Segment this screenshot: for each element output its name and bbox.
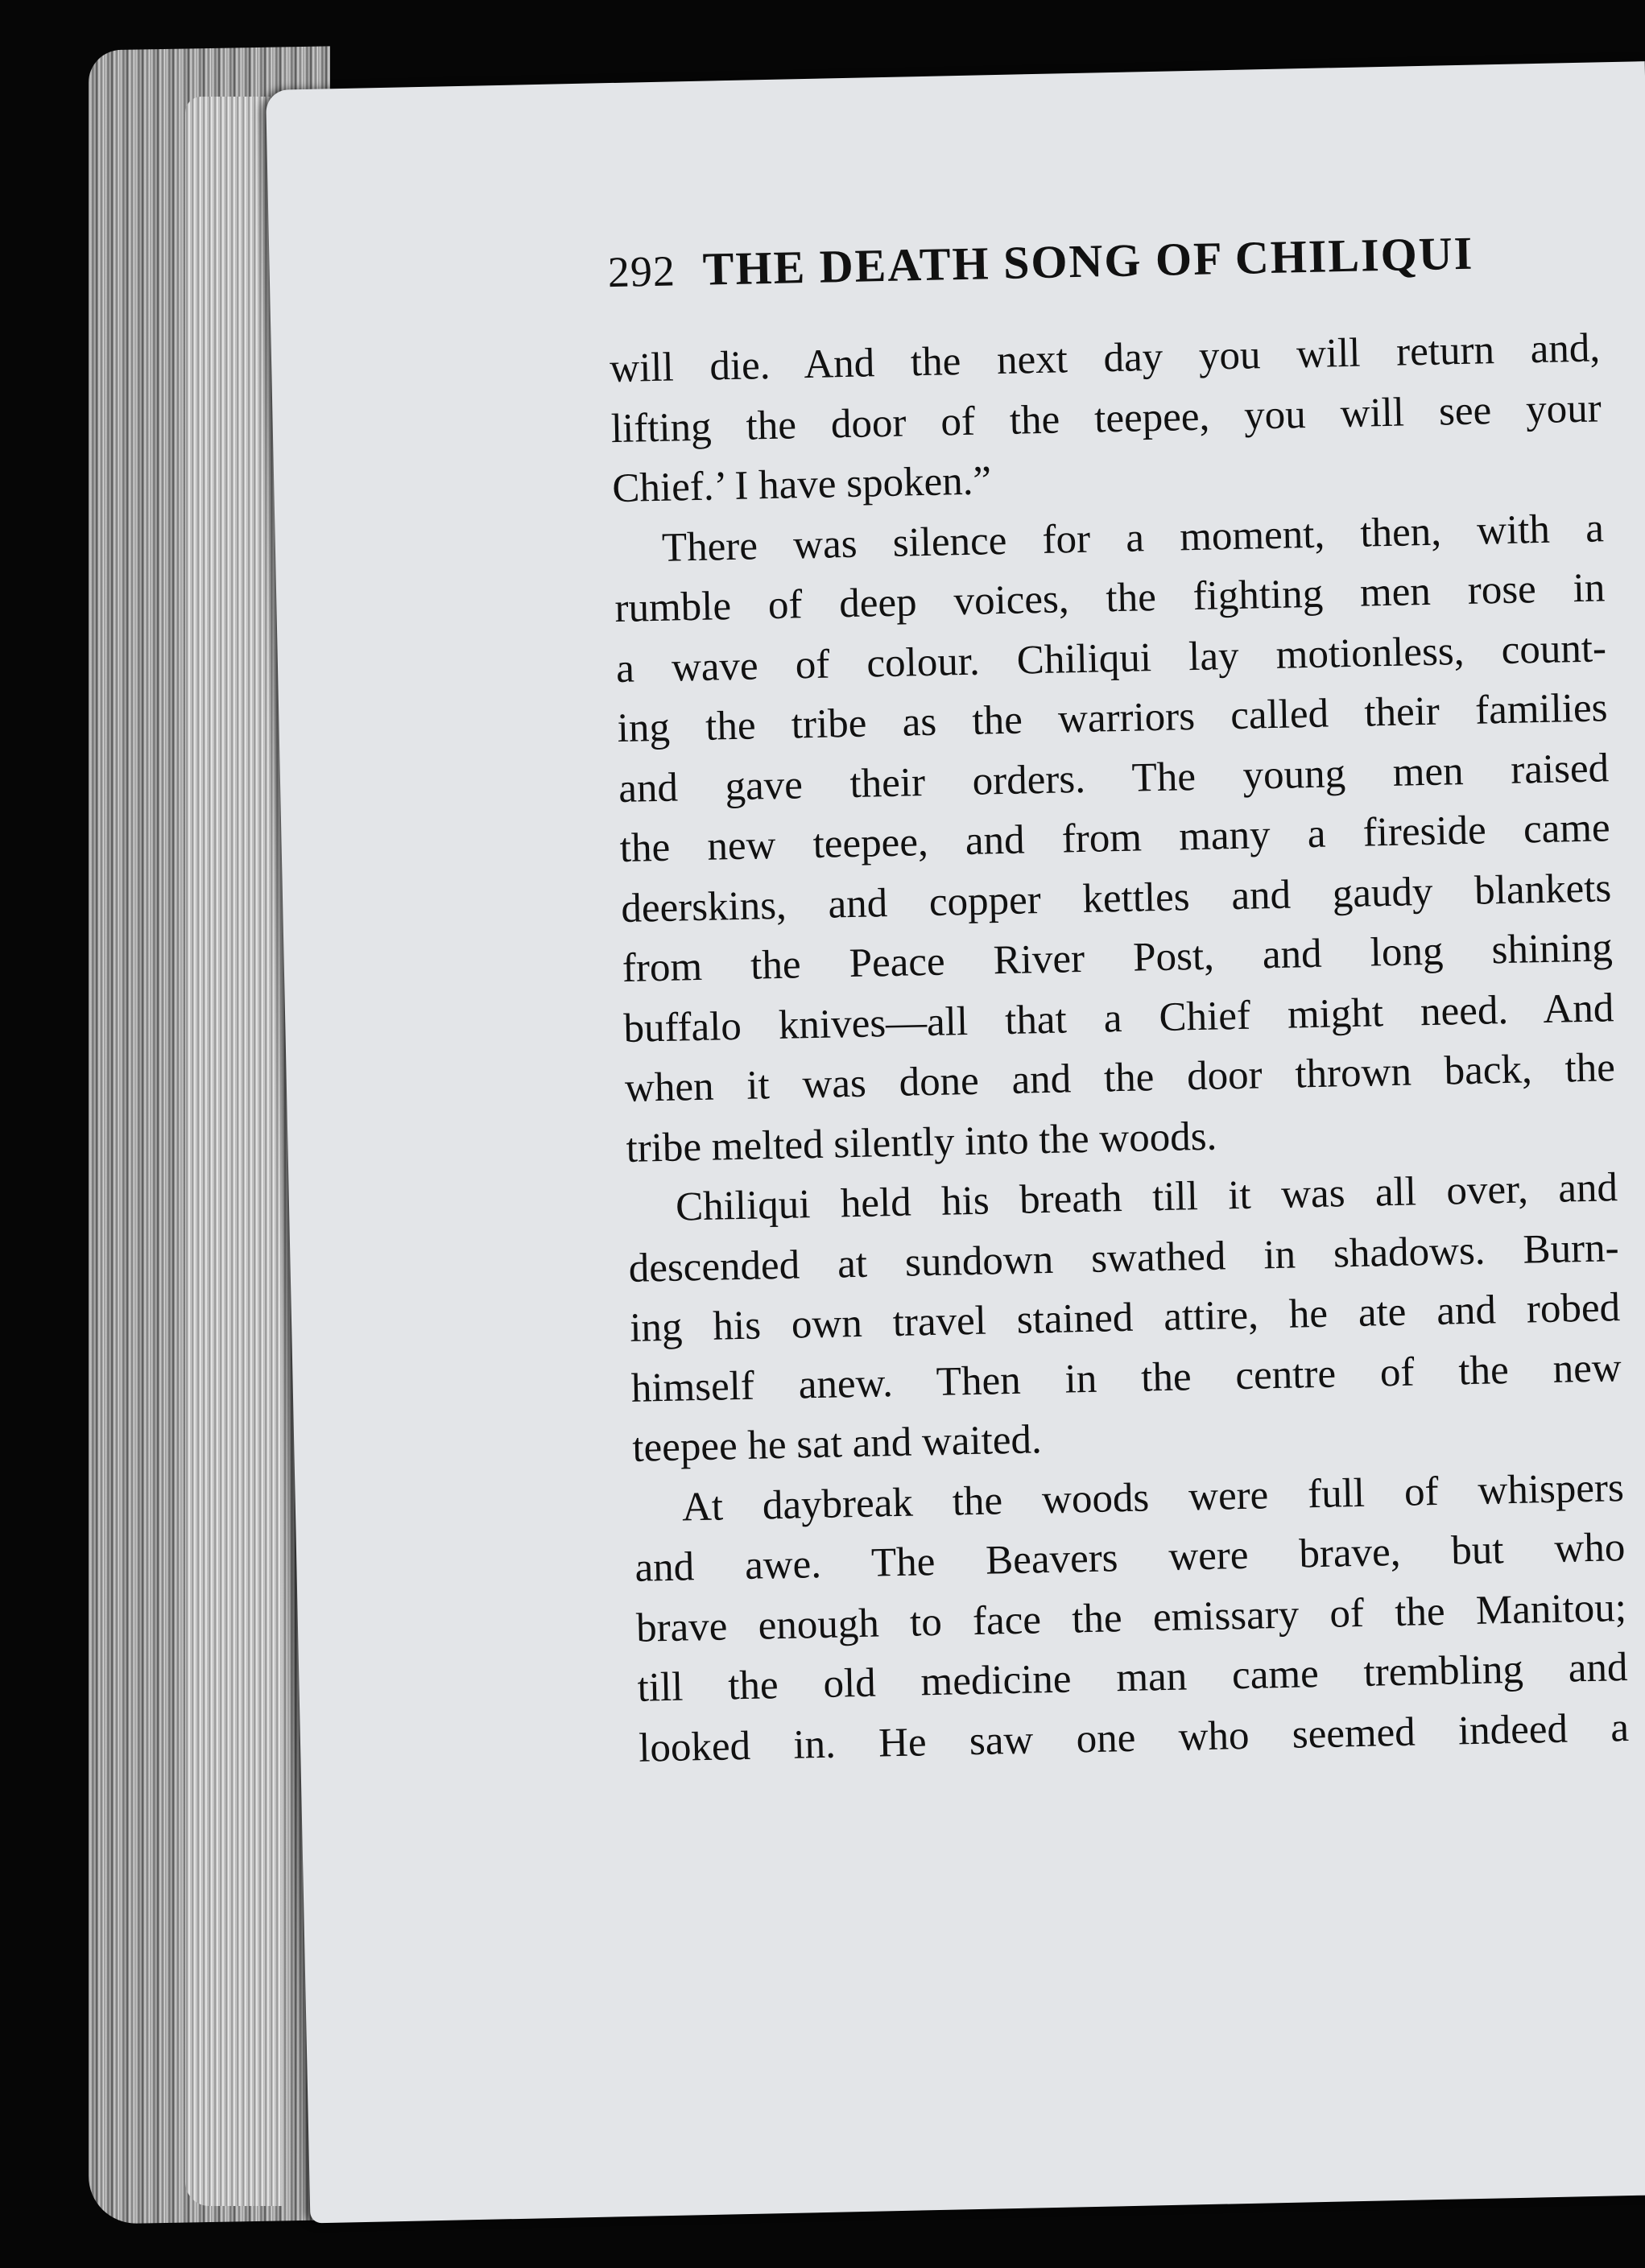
body-text (610, 318, 1630, 1778)
text-line: himself anew. Then in the centre of the new (630, 1345, 1622, 1411)
text-line: teepee he sat and waited. (631, 1417, 1043, 1471)
page-number: 292 (607, 246, 676, 297)
text-line: tribe melted silently into the woods. (626, 1113, 1217, 1171)
text-line: ing his own travel stained attire, he ate and robed (629, 1285, 1621, 1351)
text-line: brave enough to face the emissary of the Manitou; (635, 1584, 1627, 1651)
text-line: ing the tribe as the warriors called their families (617, 685, 1609, 752)
text-line: when it was done and the door thrown back, the (624, 1045, 1616, 1111)
text-line: Chief.’ I have spoken.” (611, 458, 992, 512)
text-line: and gave their orders. The young men raised (618, 745, 1610, 812)
text-line: There was silence for a moment, then, with a (661, 505, 1605, 571)
text-line: rumble of deep voices, the fighting men rose in (614, 565, 1606, 632)
text-line: deerskins, and copper kettles and gaudy blankets (620, 865, 1612, 932)
text-line: looked in. He saw one who seemed indeed a (638, 1704, 1630, 1771)
text-line: Chiliqui held his breath till it was all over, and (675, 1165, 1618, 1230)
text-line: till the old medicine man came trembling and (637, 1645, 1628, 1711)
text-line: will die. And the next day you will return and, (609, 325, 1601, 392)
text-line: At daybreak the woods were full of whispers (681, 1464, 1625, 1531)
text-line: and awe. The Beavers were brave, but who (634, 1525, 1626, 1591)
page-edges-inner (185, 97, 282, 2206)
book-page (266, 61, 1645, 2223)
text-block (607, 223, 1630, 1778)
chapter-title: THE DEATH SONG OF CHILIQUI (702, 226, 1474, 295)
text-line: the new teepee, and from many a fireside came (619, 805, 1611, 871)
text-line: lifting the door of the teepee, you will see your (610, 385, 1602, 452)
text-line: a wave of colour. Chiliqui lay motionless, count- (615, 625, 1607, 692)
text-line: from the Peace River Post, and long shining (622, 925, 1614, 991)
text-line: descended at sundown swathed in shadows. Burn- (628, 1225, 1620, 1291)
text-line: buffalo knives—all that a Chief might need. And (622, 985, 1614, 1051)
